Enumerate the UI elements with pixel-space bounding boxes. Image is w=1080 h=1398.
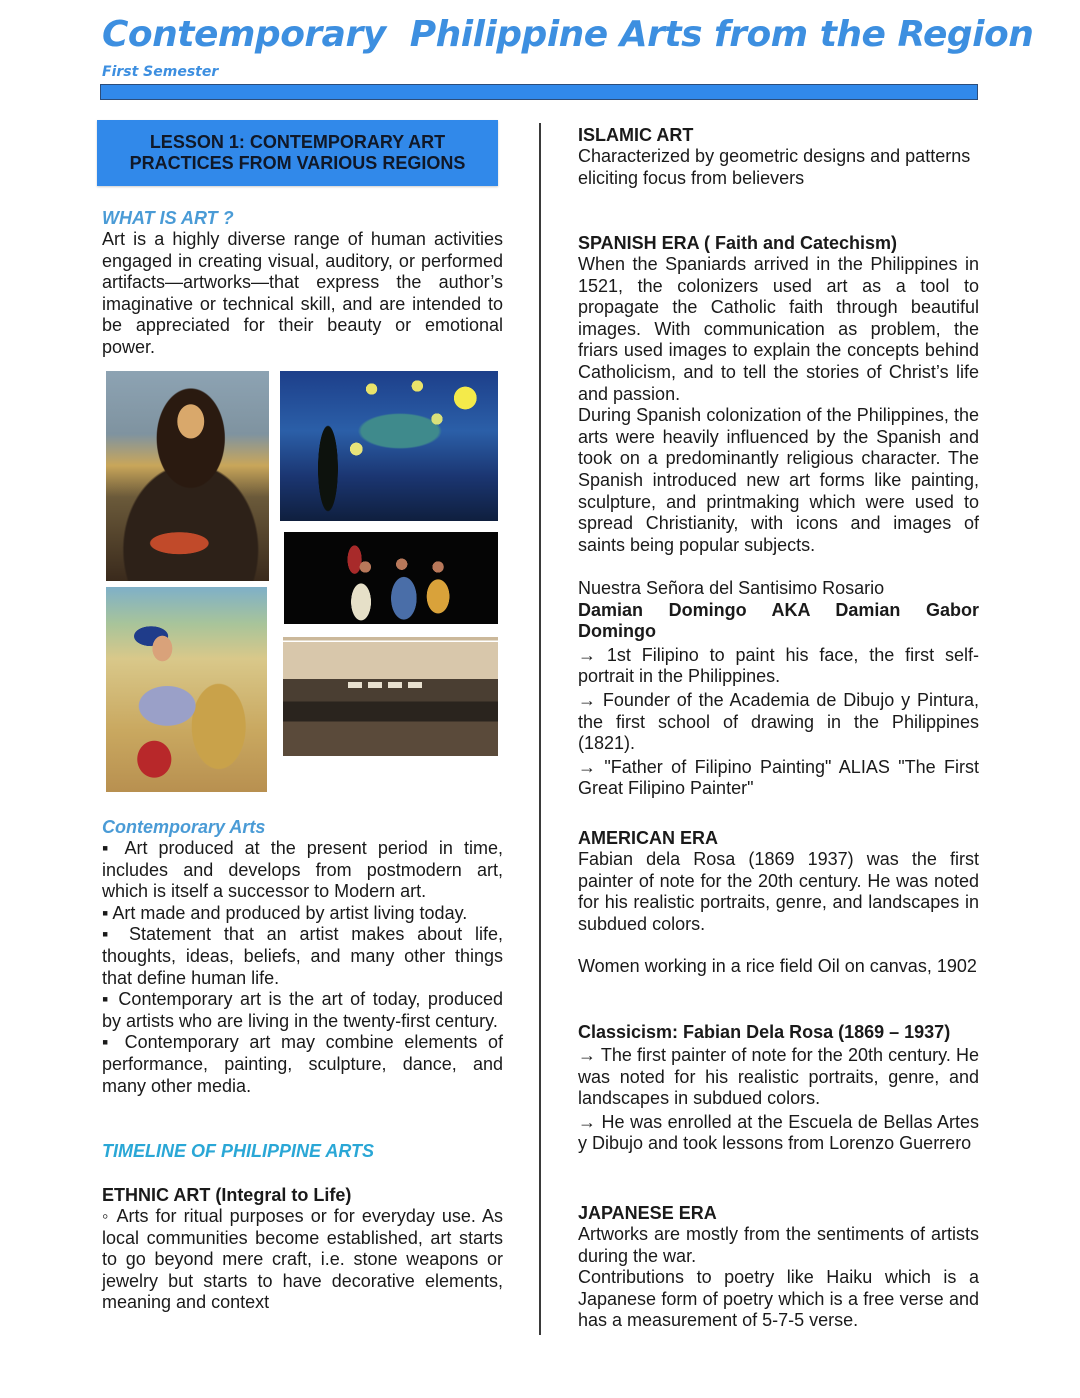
timeline-section [102, 1140, 503, 1162]
contemporary-arts-section [102, 816, 503, 1097]
artist-fact: → 1st Filipino to paint his face, the first self-portrait in the Philippines. [578, 644, 979, 687]
title-underline-bar [100, 84, 978, 100]
mona-lisa-image [106, 371, 269, 581]
spanish-era-paragraph: During Spanish colonization of the Philippines, the arts were heavily influenced by the Spanish and took on a predominantly religious character. The Spanish introduced new art forms like painting, sculpture, and printmaking which were used to spread Christianity, with icons and images of saints being popular subjects. [578, 405, 979, 555]
japanese-era-heading: JAPANESE ERA [578, 1203, 717, 1223]
artist-fact: → Founder of the Academia de Dibujo y Pintura, the first school of drawing in the Philippines (1821). [578, 689, 979, 754]
islamic-art-line: Characterized by geometric designs and patterns [578, 146, 971, 166]
timeline-heading: TIMELINE OF PHILIPPINE ARTS [102, 1141, 375, 1161]
american-era-heading: AMERICAN ERA [578, 828, 719, 848]
what-is-art-section [102, 207, 503, 359]
classicism-fact: → He was enrolled at the Escuela de Bellas Artes y Dibujo and took lessons from Lorenzo Guerrero [578, 1111, 979, 1154]
islamic-art-section [578, 124, 979, 189]
lesson-title: LESSON 1: CONTEMPORARY ART PRACTICES FROM VARIOUS REGIONS [129, 132, 466, 173]
cultural-center-building-image [283, 632, 498, 756]
starry-night-image [280, 371, 498, 521]
contemporary-bullet: ▪ Statement that an artist makes about life, thoughts, ideas, beliefs, and many other things that define human life. [102, 924, 503, 988]
what-is-art-heading: WHAT IS ART ? [102, 208, 234, 228]
ethnic-art-section [102, 1184, 503, 1314]
ethnic-art-heading: ETHNIC ART (Integral to Life) [102, 1185, 352, 1205]
american-era-body: Fabian dela Rosa (1869 1937) was the first painter of note for the 20th century. He was noted for his realistic portraits, genre, and landscapes in subdued colors. [578, 849, 979, 934]
spanish-era-section [578, 232, 979, 556]
contemporary-bullet: ▪ Art produced at the present period in time, includes and develops from postmodern art, which is itself a successor to Modern art. [102, 838, 503, 902]
islamic-art-line: eliciting focus from believers [578, 167, 805, 188]
japanese-era-paragraph: Contributions to poetry like Haiku which is a Japanese form of poetry which is a free verse and has a measurement of 5-7-5 verse. [578, 1267, 979, 1331]
artwork-title: Nuestra Señora del Santisimo Rosario [578, 578, 885, 598]
japanese-era-section [578, 1202, 979, 1332]
american-era-section [578, 827, 979, 978]
contemporary-bullet: ▪ Art made and produced by artist living today. [102, 902, 468, 923]
spanish-era-heading: SPANISH ERA ( Faith and Catechism) [578, 233, 898, 253]
islamic-art-heading: ISLAMIC ART [578, 125, 694, 145]
what-is-art-body: Art is a highly diverse range of human activities engaged in creating visual, auditory, or performed artifacts—artworks—that express the author’s imaginative or technical skill, and are intended to be appreciated for their beauty or emotional power. [102, 229, 503, 357]
ethnic-art-body: ◦ Arts for ritual purposes or for everyday use. As local communities become established, art starts to go beyond mere craft, i.e. stone weapons or jewelry but starts to have decorative elements, meaning and context [102, 1206, 503, 1313]
document-subtitle: First Semester [102, 64, 219, 80]
contemporary-bullet: ▪ Contemporary art may combine elements of performance, painting, sculpture, dance, and many other media. [102, 1032, 503, 1096]
artist-fact: → "Father of Filipino Painting" ALIAS "The First Great Filipino Painter" [578, 756, 979, 799]
lesson-banner [97, 120, 498, 186]
column-divider [539, 123, 541, 1335]
rice-harvest-painting-image [106, 587, 267, 792]
artist-name: Damian Domingo AKA Damian Gabor Domingo [578, 599, 979, 642]
document-title: Contemporary Philippine Arts from the Region [102, 14, 1034, 55]
japanese-era-paragraph: Artworks are mostly from the sentiments of artists during the war. [578, 1224, 979, 1266]
spanish-era-paragraph: When the Spaniards arrived in the Philippines in 1521, the colonizers used art as a tool to propagate the Catholic faith through beautiful images. With communication as problem, the friars used images to explain the concepts behind Catholicism, and to tell the stories of Christ’s life and passion. [578, 254, 979, 404]
damian-domingo-section [578, 578, 979, 800]
classicism-fact: → The first painter of note for the 20th century. He was noted for his realistic portraits, genre, and landscapes in subdued colors. [578, 1045, 979, 1109]
artwork-caption: Women working in a rice field Oil on canvas, 1902 [578, 956, 977, 977]
contemporary-arts-heading: Contemporary Arts [102, 817, 266, 837]
theater-performers-image [284, 532, 498, 624]
classicism-heading: Classicism: Fabian Dela Rosa (1869 – 1937) [578, 1022, 951, 1042]
classicism-section [578, 1021, 979, 1155]
contemporary-bullet: ▪ Contemporary art is the art of today, produced by artists who are living in the twenty-first century. [102, 989, 503, 1031]
